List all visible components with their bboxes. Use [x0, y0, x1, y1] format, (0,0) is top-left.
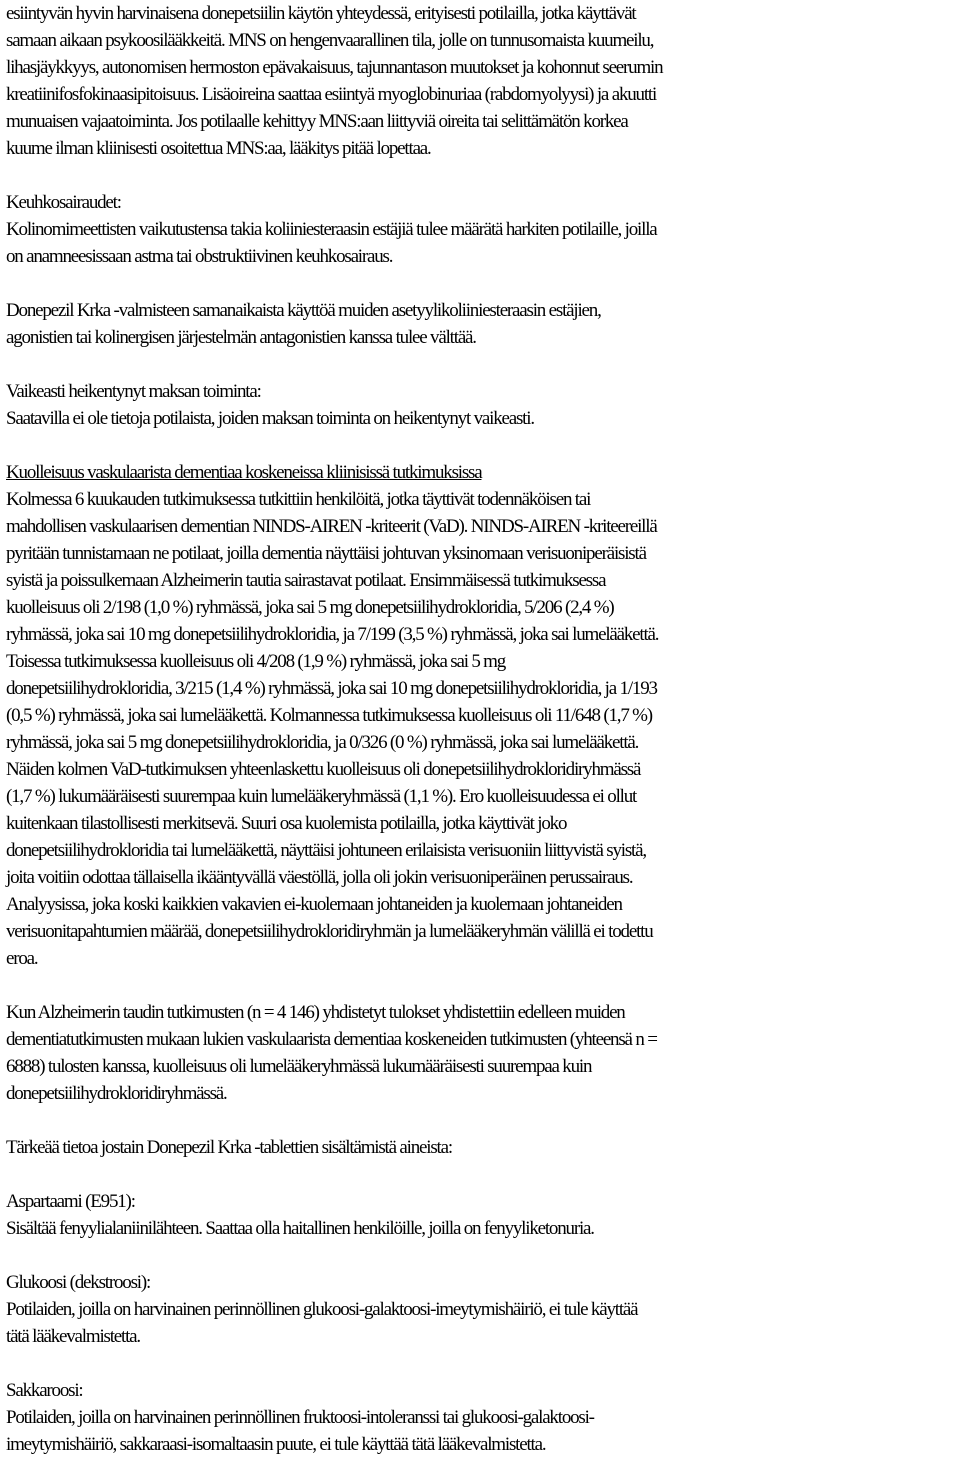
text-line: mahdollisen vaskulaarisen dementian NINDS-AIREN -kriteerit (VaD). NINDS-AIREN -kriteereillä	[6, 516, 657, 537]
text-line: joita voitiin odottaa tällaisella ikääntyvällä väestöllä, jolla oli jokin verisuoniperäinen perussairaus.	[6, 867, 633, 888]
text-line: donepetsiilihydrokloridia tai lumelääkettä, näyttäisi johtuneen erilaisista verisuoniin liittyvistä syistä,	[6, 840, 646, 861]
text-line: kuitenkaan tilastollisesti merkitsevä. Suuri osa kuolemista potilailla, jotka käyttivät joko	[6, 813, 567, 834]
text-line: Näiden kolmen VaD-tutkimuksen yhteenlaskettu kuolleisuus oli donepetsiilihydrokloridiryhmässä	[6, 759, 641, 780]
text-line: samaan aikaan psykoosilääkkeitä. MNS on hengenvaarallinen tila, jolle on tunnusomaista kuumeilu,	[6, 30, 654, 51]
paragraph-hepatic-impairment	[6, 378, 960, 432]
text-line: eroa.	[6, 948, 38, 969]
paragraph-concomitant-use	[6, 297, 960, 351]
text-line: Potilaiden, joilla on harvinainen perinnöllinen fruktoosi-intoleranssi tai glukoosi-galaktoosi-	[6, 1407, 594, 1428]
paragraph-mns-warning	[6, 0, 960, 162]
text-line: Potilaiden, joilla on harvinainen perinnöllinen glukoosi-galaktoosi-imeytymishäiriö, ei tule käyttää	[6, 1299, 638, 1320]
text-line: pyritään tunnistamaan ne potilaat, joilla dementia näyttäisi johtuvan yksinomaan verisuoniperäisistä	[6, 543, 646, 564]
text-line: Donepezil Krka -valmisteen samanaikaista käyttöä muiden asetyylikoliiniesteraasin estäjien,	[6, 300, 601, 321]
text-line: 6888) tulosten kanssa, kuolleisuus oli lumelääkeryhmässä lukumääräisesti suurempaa kuin	[6, 1056, 592, 1077]
text-line: esiintyvän hyvin harvinaisena donepetsiilin käytön yhteydessä, erityisesti potilailla, jotka käyttävät	[6, 3, 636, 24]
text-line: Kolinomimeettisten vaikutustensa takia koliiniesteraasin estäjiä tulee määrätä harkiten potilaille, joilla	[6, 219, 657, 240]
text-line: (0,5 %) ryhmässä, joka sai lumelääkettä. Kolmannessa tutkimuksessa kuolleisuus oli 11/648 (1,7 %)	[6, 705, 652, 726]
text-line: Analyysissa, joka koski kaikkien vakavien ei-kuolemaan johtaneiden ja kuolemaan johtaneiden	[6, 894, 622, 915]
text-line: Glukoosi (dekstroosi):	[6, 1272, 151, 1293]
text-line: Vaikeasti heikentynyt maksan toiminta:	[6, 381, 261, 402]
text-line: Kun Alzheimerin taudin tutkimusten (n = 4 146) yhdistetyt tulokset yhdistettiin edelleen muiden	[6, 1002, 625, 1023]
text-line: kreatiinifosfokinaasipitoisuus. Lisäoireina saattaa esiintyä myoglobinuriaa (rabdomyolyysi) ja akuutti	[6, 84, 657, 105]
paragraph-vascular-dementia-mortality	[6, 459, 960, 972]
text-line: tätä lääkevalmistetta.	[6, 1326, 140, 1347]
text-line: donepetsiilihydrokloridia, 3/215 (1,4 %) ryhmässä, joka sai 10 mg donepetsiilihydrokloridia, ja 1/193	[6, 678, 657, 699]
text-line: (1,7 %) lukumääräisesti suurempaa kuin lumelääkeryhmässä (1,1 %). Ero kuolleisuudessa ei ollut	[6, 786, 637, 807]
text-line: lihasjäykkyys, autonomisen hermoston epävakaisuus, tajunnantason muutokset ja kohonnut seerumin	[6, 57, 663, 78]
text-line: dementiatutkimusten mukaan lukien vaskulaarista dementiaa koskeneiden tutkimusten (yhteensä n =	[6, 1029, 657, 1050]
text-line: Aspartaami (E951):	[6, 1191, 135, 1212]
text-line: munuaisen vajaatoiminta. Jos potilaalle kehittyy MNS:aan liittyviä oireita tai selittämätön korkea	[6, 111, 628, 132]
text-line: on anamneesissaan astma tai obstruktiivinen keuhkosairaus.	[6, 246, 393, 267]
paragraph-glucose	[6, 1269, 960, 1350]
paragraph-alzheimer-pooled-results	[6, 999, 960, 1107]
paragraph-sucrose	[6, 1377, 960, 1458]
text-line: imeytymishäiriö, sakkaraasi-isomaltaasin puute, ei tule käyttää tätä lääkevalmistetta.	[6, 1434, 546, 1455]
text-line: kuume ilman kliinisesti osoitettua MNS:aa, lääkitys pitää lopettaa.	[6, 138, 431, 159]
text-line: donepetsiilihydrokloridiryhmässä.	[6, 1083, 227, 1104]
text-line: Kolmessa 6 kuukauden tutkimuksessa tutkittiin henkilöitä, jotka täyttivät todennäköisen tai	[6, 489, 591, 510]
paragraph-aspartame	[6, 1188, 960, 1242]
text-line: kuolleisuus oli 2/198 (1,0 %) ryhmässä, joka sai 5 mg donepetsiilihydrokloridia, 5/206 (2,4 %)	[6, 597, 614, 618]
paragraph-lung-disease	[6, 189, 960, 270]
text-line: ryhmässä, joka sai 5 mg donepetsiilihydrokloridia, ja 0/326 (0 %) ryhmässä, joka sai lumelääkettä.	[6, 732, 639, 753]
text-line: Sisältää fenyylialaniinilähteen. Saattaa olla haitallinen henkilöille, joilla on fenyyliketonuria.	[6, 1218, 594, 1239]
section-heading: Kuolleisuus vaskulaarista dementiaa koskeneissa kliinisissä tutkimuksissa	[6, 462, 482, 483]
text-line: Toisessa tutkimuksessa kuolleisuus oli 4/208 (1,9 %) ryhmässä, joka sai 5 mg	[6, 651, 506, 672]
text-line: Keuhkosairaudet:	[6, 192, 121, 213]
text-line: Saatavilla ei ole tietoja potilaista, joiden maksan toiminta on heikentynyt vaikeasti.	[6, 408, 534, 429]
text-line: verisuonitapahtumien määrää, donepetsiilihydrokloridiryhmän ja lumelääkeryhmän välillä ei todettu	[6, 921, 653, 942]
paragraph-excipients-intro	[6, 1134, 960, 1161]
text-line: ryhmässä, joka sai 10 mg donepetsiilihydrokloridia, ja 7/199 (3,5 %) ryhmässä, joka sai lumelääkettä.	[6, 624, 659, 645]
text-line: syistä ja poissulkemaan Alzheimerin tautia sairastavat potilaat. Ensimmäisessä tutkimuksessa	[6, 570, 606, 591]
text-line: Sakkaroosi:	[6, 1380, 83, 1401]
text-line: agonistien tai kolinergisen järjestelmän antagonistien kanssa tulee välttää.	[6, 327, 476, 348]
text-line: Tärkeää tietoa jostain Donepezil Krka -tablettien sisältämistä aineista:	[6, 1137, 452, 1158]
